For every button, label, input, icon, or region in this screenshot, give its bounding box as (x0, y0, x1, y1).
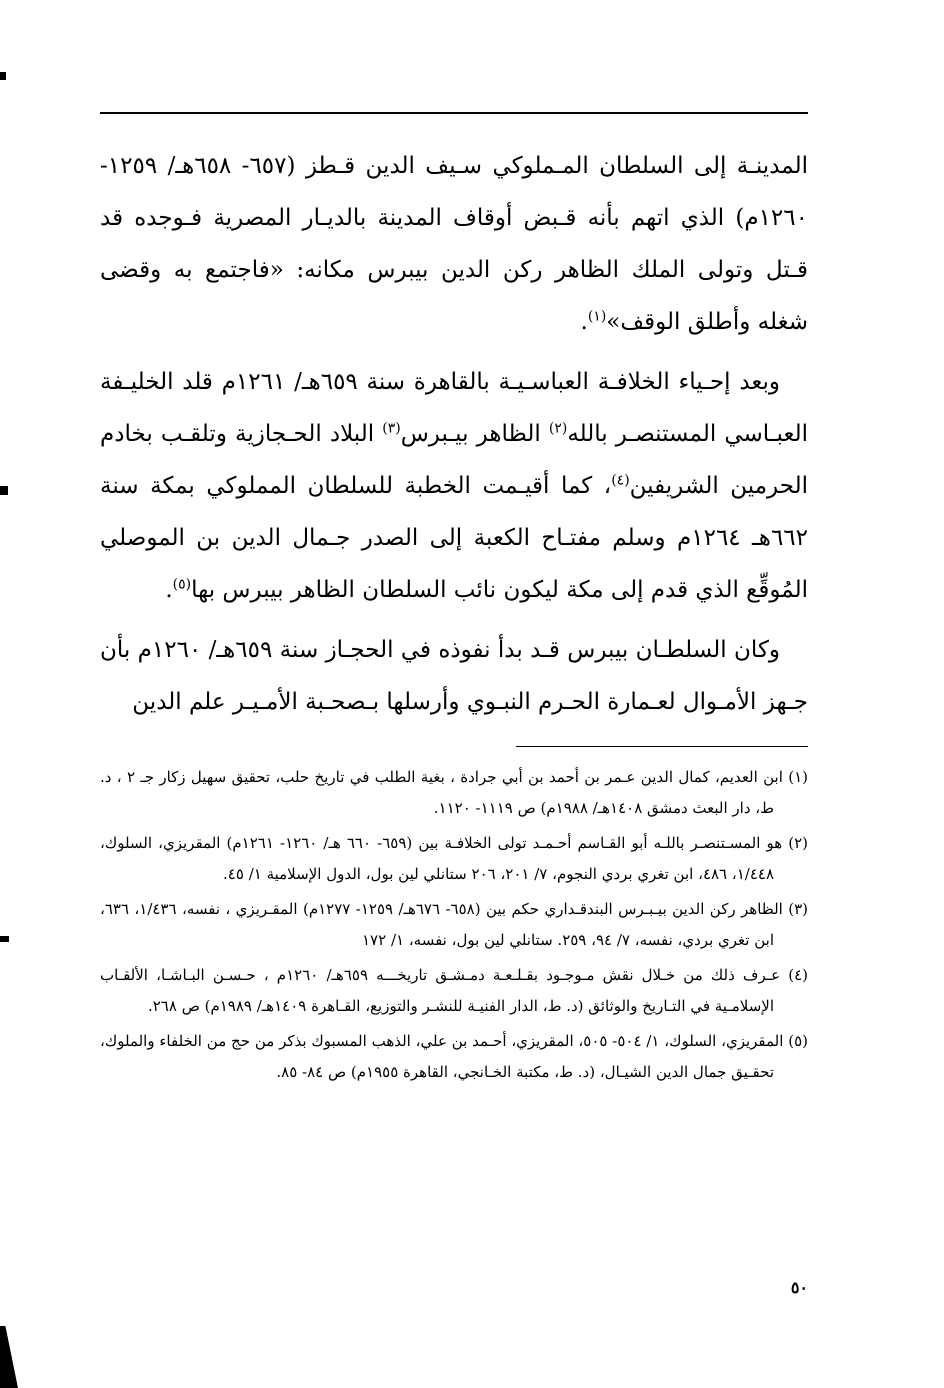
scan-edge-mark (0, 936, 9, 942)
footnote: (٢) هو المسـتنصـر باللـه أبو القـاسم أحـمـد تولى الخلافـة بين (٦٥٩- ٦٦٠ هـ/ ١٢٦٠- ١٢٦١م) المقريزي، السلوك، ١/٤٤٨، ٤٨٦، ابن تغري بردي النجوم، ٧/ ٢٠١، ٢٠٦ ستانلي لين بول، الدول الإسلامية ١/ ٤٥. (100, 834, 808, 883)
paragraph-text: . (165, 577, 173, 603)
footnotes-section (100, 762, 808, 1092)
body-paragraph (100, 356, 808, 616)
paragraph-text: ، كما أقيـمت الخطبة للسلطان المملوكي بمكة سنة ٦٦٢هـ ١٢٦٤م وسلم مفتـاح الكعبة إلى الصدر جـمال الدين بن الموصلي المُوقِّع الذي قدم إلى مكة ليكون نائب السلطان الظاهر بيبرس بها (100, 473, 808, 603)
page-number: ٥٠ (790, 1278, 808, 1297)
paragraph-text: وبعد إحـياء الخلافـة العباسـيـة بالقاهرة سنة ٦٥٩هـ/ ١٢٦١م قلد الخليـفة العبـاسي المستنصـر بالله (100, 369, 808, 447)
paragraph-text: وكان السلطـان بيبرس قـد بدأ نفوذه في الحجـاز سنة ٦٥٩هـ/ ١٢٦٠م بأن جـهز الأمـوال لعـمارة الحـرم النبـوي وأرسلها بـصحـبة الأمـيـر علم الدين (100, 637, 808, 715)
footnote: (٤) عـرف ذلك من خـلال نقش مـوجـود بقـلـعـة دمـشـق تاريخـــه ٦٥٩هـ/ ١٢٦٠م ، حـسـن البـاشـا، الألقـاب الإسلامـية في التـاريخ والوثائق (د. ط، الدار الفنيـة للنشـر والتوزيع، القـاهرة ١٤٠٩هـ/ ١٩٨٩م) ص ٢٦٨. (100, 966, 808, 1015)
scan-edge-mark (0, 1326, 18, 1388)
footnote-reference: (٥) (172, 576, 192, 593)
footnote-reference: (٤) (611, 472, 630, 489)
footnote-separator (516, 746, 808, 747)
body-paragraph (100, 140, 808, 348)
paragraph-text: الظاهر بيـبرس (400, 421, 549, 447)
scan-edge-mark (0, 72, 6, 80)
scan-edge-mark (0, 486, 8, 495)
body-paragraph (100, 624, 808, 728)
footnote-reference: (٢) (548, 420, 568, 437)
header-rule (100, 112, 808, 114)
paragraph-text: المدينـة إلى السلطان المـملوكي سـيف الدين قـطز (٦٥٧- ٦٥٨هـ/ ١٢٥٩- ١٢٦٠م) الذي اتهم بأنه قـبض أوقاف المدينة بالديـار المصرية فـوجده قد قـتل وتولى الملك الظاهر ركن الدين بيبرس مكانه: «فاجتمع به وقضى شغله وأطلق الوقف» (100, 153, 808, 335)
footnote-reference: (١) (587, 308, 607, 325)
footnote-reference: (٣) (382, 420, 401, 437)
main-body-text (100, 140, 808, 728)
paragraph-text: البلاد الحـجازية وتلقـب بخادم الحرمين الشريفين (100, 421, 808, 499)
footnote: (١) ابن العديم، كمال الدين عـمر بن أحمد بن أبي جرادة ، بغية الطلب في تاريخ حلب، تحقيق سهيل زكار جـ ٢ ، د. ط، دار البعث دمشق ١٤٠٨هـ/ ١٩٨٨م) ص ١١١٩- ١١٢٠. (100, 768, 808, 817)
paragraph-text: . (580, 309, 588, 335)
footnote: (٥) المقريزي، السلوك، ١/ ٥٠٤- ٥٠٥، المقريزي، أحـمد بن علي، الذهب المسبوك بذكر من حج من الخلفاء والملوك، تحقـيق جمال الدين الشيـال، (د. ط، مكتبة الخـانجي، القاهرة ١٩٥٥م) ص ٨٤- ٨٥. (100, 1032, 809, 1081)
footnote: (٣) الظاهر ركن الدين بيـبـرس البندقـداري حكم بين (٦٥٨- ٦٧٦هـ/ ١٢٥٩- ١٢٧٧م) المقـريزي ، نفسه، ١/٤٣٦، ٦٣٦، ابن تغري بردي، نفسه، ٧/ ٩٤، ٢٥٩. ستانلي لين بول، نفسه، ١/ ١٧٢ (100, 900, 808, 949)
